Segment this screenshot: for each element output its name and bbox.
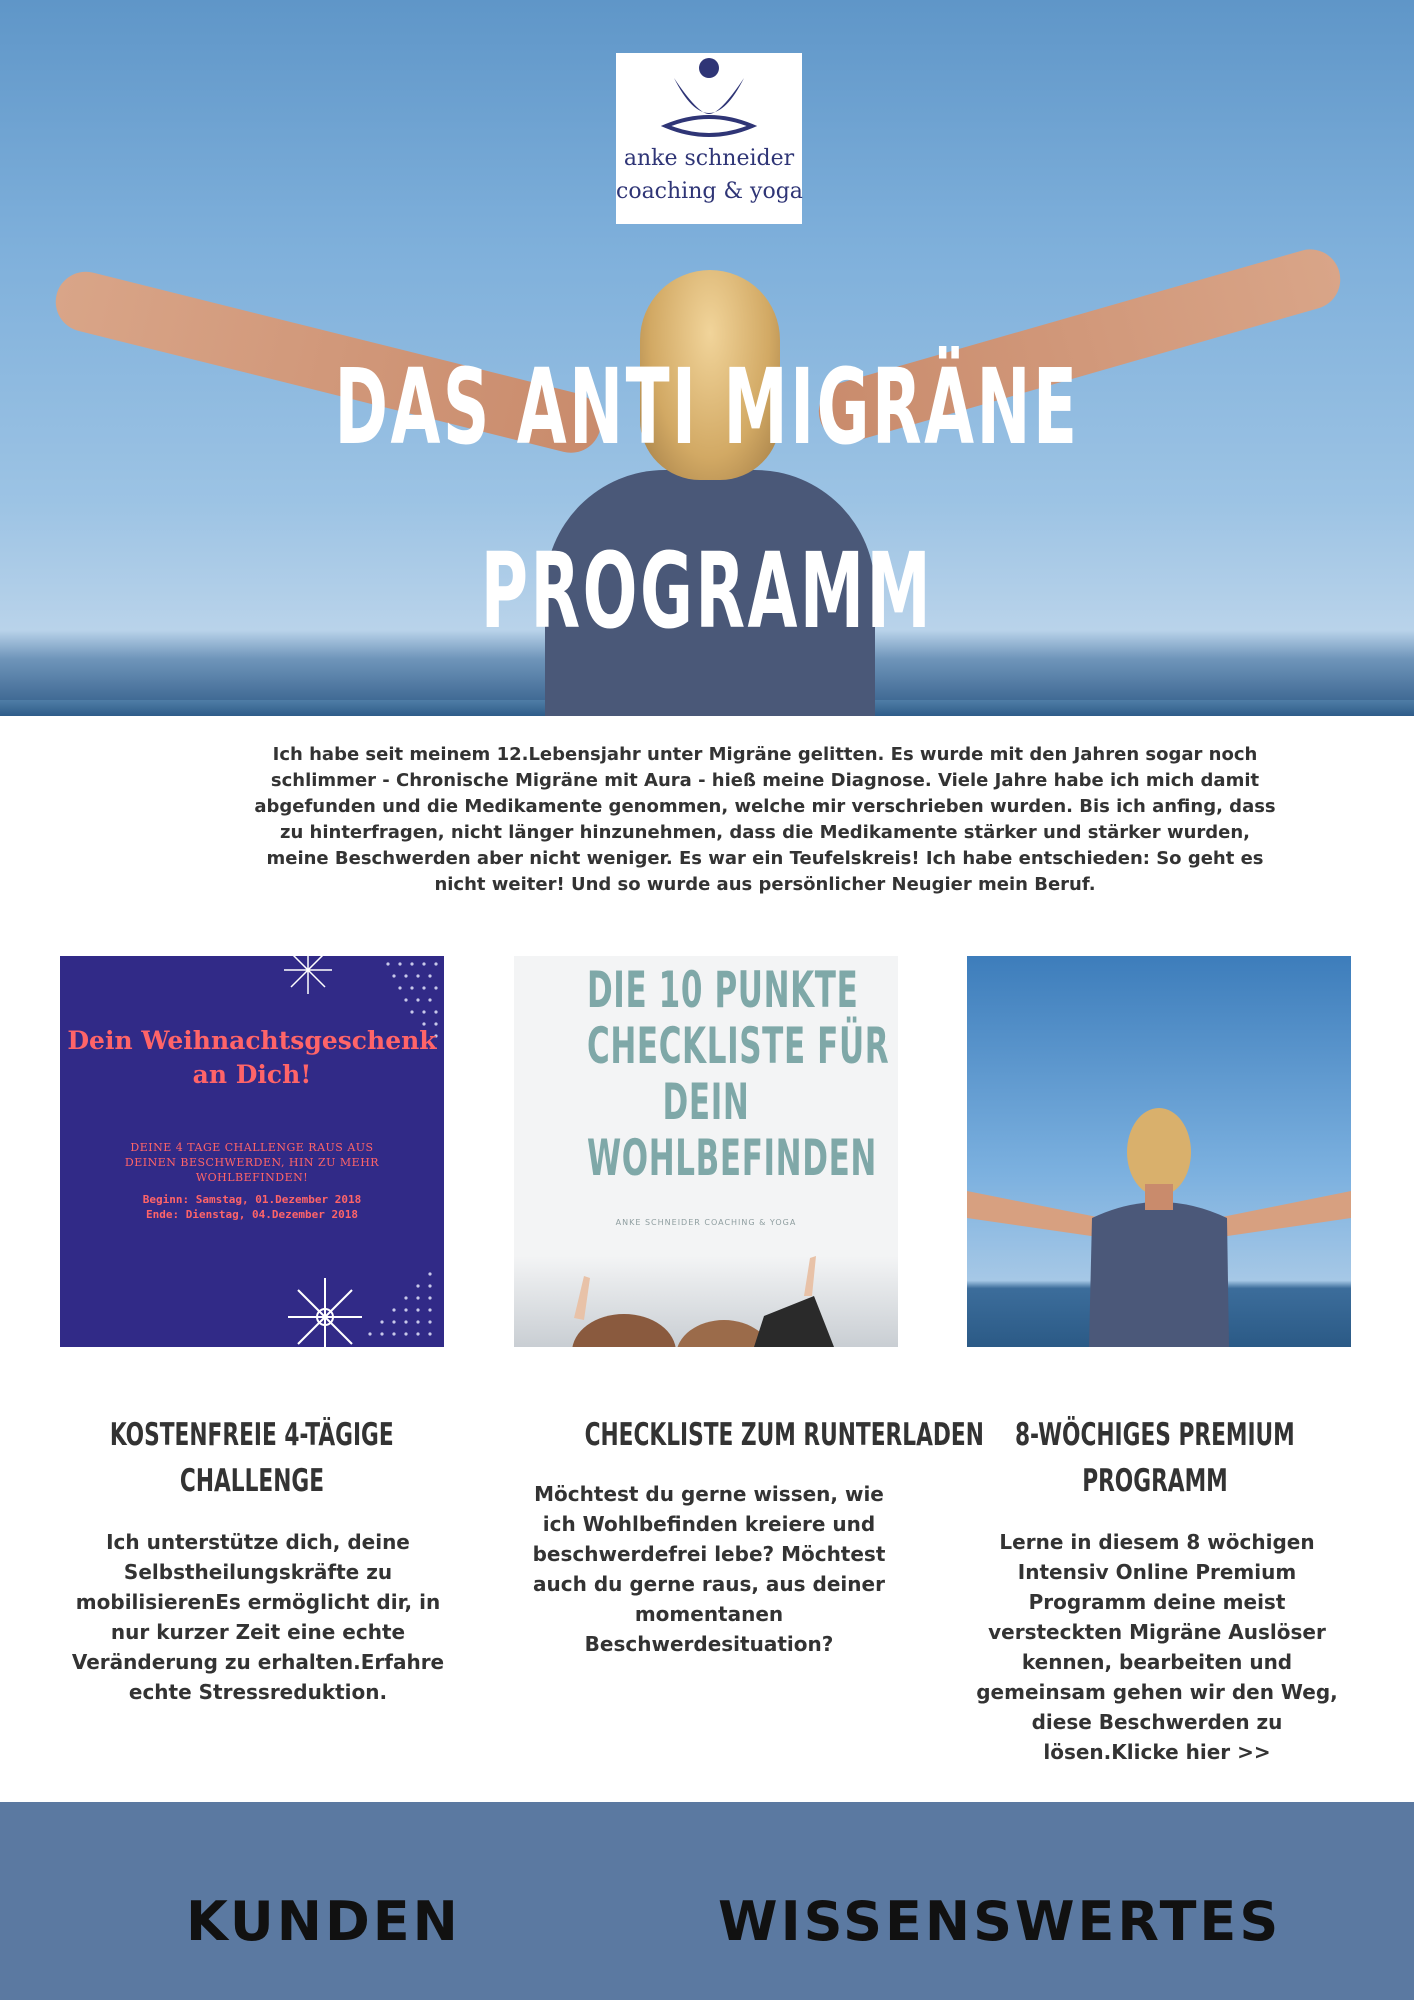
footer-link-kunden[interactable]: KUNDEN: [186, 1890, 461, 1953]
raised-hands-icon: [514, 1256, 898, 1347]
person-arms-open-icon: [967, 956, 1351, 1347]
hero-banner: [0, 0, 1414, 716]
checklist-title-line-3: DEIN: [662, 1073, 750, 1131]
yoga-figure-icon: [654, 56, 764, 142]
checklist-image[interactable]: [514, 956, 898, 1347]
challenge-image-subtitle: DEINE 4 TAGE CHALLENGE RAUS AUS DEINEN BESCHWERDEN, HIN ZU MEHR WOHLBEFINDEN!: [124, 1141, 380, 1184]
checklist-heading-line-1: CHECKLISTE ZUM RUNTERLADEN: [584, 1417, 984, 1453]
challenge-description: Ich unterstütze dich, deine Selbstheilungskräfte zu mobilisierenEs ermöglicht dir, in nur kurzer Zeit eine echte Veränderung zu erhalten.Erfahre echte Stressreduktion.: [71, 1530, 445, 1704]
checklist-description: Möchtest du gerne wissen, wie ich Wohlbefinden kreiere und beschwerdefrei lebe? Möchtest auch du gerne raus, aus deiner momentanen Beschwerdesituation?: [532, 1482, 886, 1656]
challenge-image[interactable]: [60, 956, 444, 1347]
challenge-date-start: Beginn: Samstag, 01.Dezember 2018: [142, 1193, 362, 1206]
premium-image[interactable]: [967, 956, 1351, 1347]
checklist-title-line-4: WOHLBEFINDEN: [586, 1129, 877, 1187]
snowflake-icon: [278, 956, 338, 994]
checklist-title-line-1: DIE 10 PUNKTE: [586, 961, 859, 1019]
challenge-heading[interactable]: [42, 1412, 462, 1504]
challenge-heading-line-1: KOSTENFREIE 4-TÄGIGE: [110, 1417, 394, 1453]
checklist-image-title: [586, 961, 890, 1187]
intro-text: Ich habe seit meinem 12.Lebensjahr unter Migräne gelitten. Es wurde mit den Jahren sogar noch schlimmer - Chronische Migräne mit Aura - hieß meine Diagnose. Viele Jahre habe ich mich damit abgefunden und die Medikamente genommen, welche mir verschrieben wurden. Bis ich anfing, dass zu hinterfragen, nicht länger hinzunehmen, dass die Medikamente stärker und stärker wurden, meine Beschwerden aber nicht weniger. Es war ein Teufelskreis! Ich habe entschieden: So geht es nicht weiter! Und so wurde aus persönlicher Neugier mein Beruf.: [254, 744, 1276, 895]
checklist-heading[interactable]: [499, 1412, 984, 1458]
hero-title-line-1: DAS ANTI MIGRÄNE: [334, 346, 1080, 468]
checklist-image-photo: [514, 1256, 898, 1347]
challenge-heading-line-2: CHALLENGE: [179, 1463, 325, 1499]
challenge-image-dates: [100, 1192, 404, 1222]
logo-line-2: coaching & yoga: [616, 179, 803, 204]
dot-pattern-icon: [360, 1266, 444, 1347]
challenge-date-end: Ende: Dienstag, 04.Dezember 2018: [146, 1208, 358, 1221]
premium-description[interactable]: Lerne in diesem 8 wöchigen Intensiv Online Premium Programm deine meist versteckten Migräne Auslöser kennen, bearbeiten und gemeinsam gehen wir den Weg, diese Beschwerden zu lösen.Klicke hier >>: [976, 1530, 1338, 1764]
hero-title-line-2: PROGRAMM: [480, 530, 934, 652]
checklist-title-line-2: CHECKLISTE FÜR: [586, 1017, 890, 1075]
premium-heading-line-2: PROGRAMM: [1082, 1463, 1228, 1499]
checklist-image-brand: ANKE SCHNEIDER COACHING & YOGA: [615, 1218, 797, 1227]
footer-link-wissenswertes[interactable]: WISSENSWERTES: [718, 1890, 1282, 1953]
premium-heading-line-1: 8-WÖCHIGES PREMIUM: [1015, 1417, 1295, 1453]
logo-line-1: anke schneider: [623, 146, 795, 171]
brand-logo[interactable]: [616, 53, 802, 224]
footer-nav: [0, 1802, 1414, 2000]
premium-heading[interactable]: [945, 1412, 1365, 1504]
challenge-image-title: Dein Weihnachtsgeschenk an Dich!: [67, 1026, 437, 1089]
